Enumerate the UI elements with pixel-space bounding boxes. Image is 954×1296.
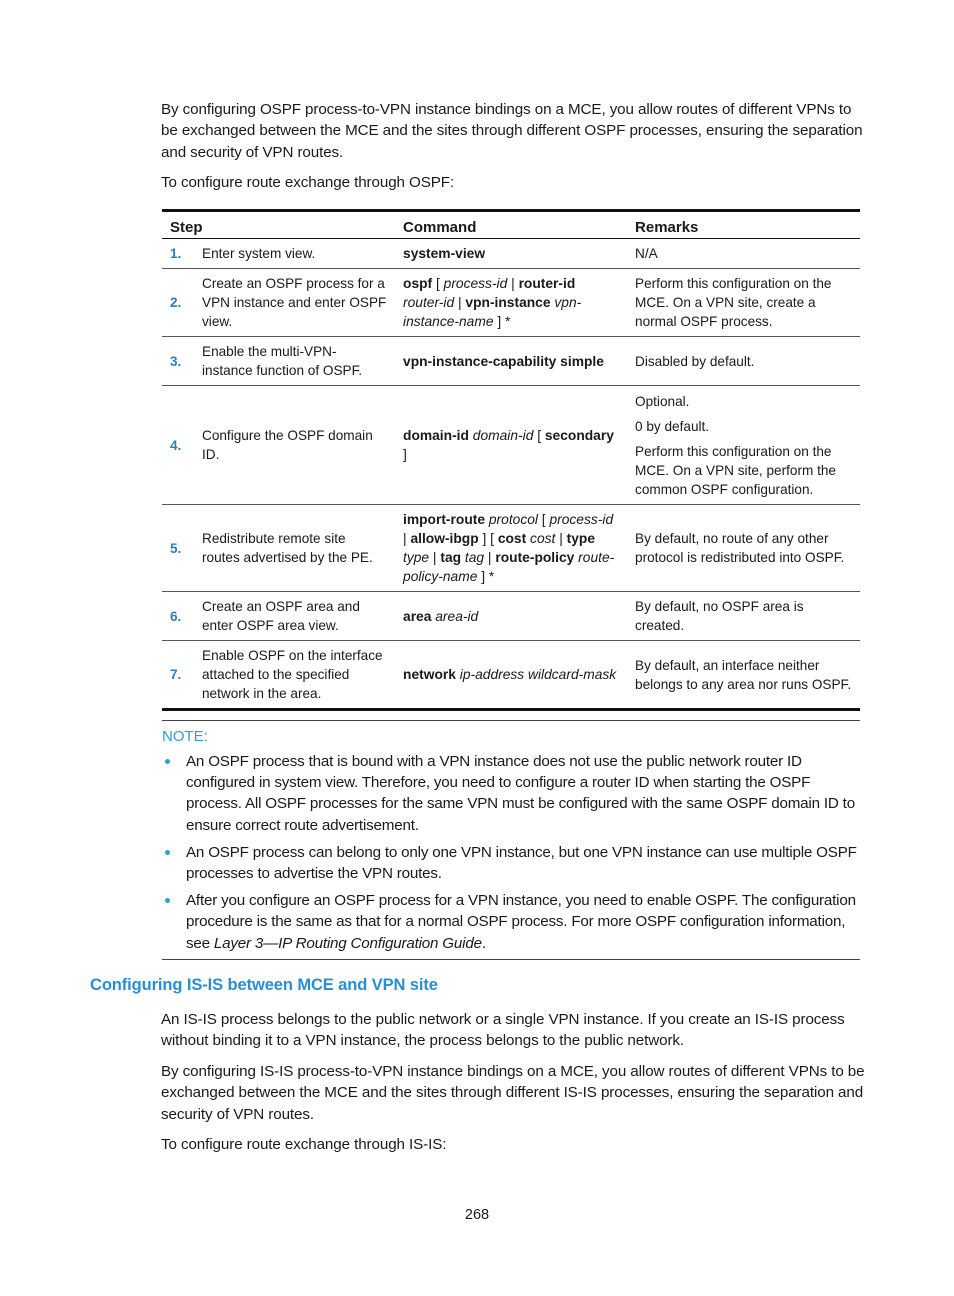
- command-segment: ospf: [403, 276, 433, 291]
- command-segment: network: [403, 667, 456, 682]
- command-segment: cost: [530, 531, 556, 546]
- remark-line: By default, no route of any other protocol is redistributed into OSPF.: [635, 531, 845, 565]
- command-segment: |: [507, 276, 519, 291]
- command-segment: import-route: [403, 512, 486, 527]
- command-segment: |: [555, 531, 567, 546]
- note-label: NOTE:: [162, 728, 208, 745]
- remarks-cell: [627, 386, 860, 505]
- remarks-cell: [627, 269, 860, 337]
- command-segment: domain-id: [472, 428, 534, 443]
- note-segment: After you configure an OSPF process for a VPN instance, you need to enable OSPF. The configuration procedure is the same as that for a normal OSPF process. For more OSPF configuration information, see: [186, 892, 856, 952]
- command-segment: [: [432, 276, 444, 291]
- command-segment: type: [403, 550, 430, 565]
- remark-line: Optional.: [635, 393, 690, 409]
- table-row: [162, 592, 860, 641]
- step-number: 1.: [170, 246, 182, 261]
- ospf-config-table: [162, 209, 860, 711]
- note-box: [162, 720, 860, 960]
- remark-line: By default, an interface neither belongs to any area nor runs OSPF.: [635, 657, 852, 692]
- table-row: [162, 337, 860, 386]
- command-segment: secondary: [544, 428, 614, 443]
- note-segment: An OSPF process can belong to only one VPN instance, but one VPN instance can use multiple OSPF processes to advertise the VPN routes.: [186, 843, 857, 883]
- remarks-cell: [627, 337, 860, 386]
- isis-paragraph-2: By configuring IS-IS process-to-VPN instance bindings on a MCE, you allow routes of different VPNs to be exchanged between the MCE and the sites through different IS-IS processes, ensuring the separation and security of VPN routes.: [161, 1063, 865, 1123]
- command-cell: [395, 592, 627, 641]
- command-segment: area: [403, 608, 432, 624]
- step-number: 7.: [170, 667, 182, 682]
- table-row: [162, 641, 860, 710]
- command-segment: ] *: [493, 314, 511, 329]
- command-segment: router-id: [403, 295, 455, 310]
- command-segment: process-id: [549, 512, 614, 527]
- command-cell: [395, 505, 627, 592]
- table-row: [162, 239, 860, 269]
- remark-line: Disabled by default.: [635, 353, 755, 369]
- command-segment: tag: [440, 550, 462, 565]
- step-number: 3.: [170, 353, 182, 369]
- command-segment: system-view: [403, 246, 486, 261]
- command-segment: tag: [464, 550, 485, 565]
- command-segment: [: [533, 428, 545, 443]
- command-cell: [395, 269, 627, 337]
- command-segment: |: [403, 531, 411, 546]
- remarks-cell: [627, 592, 860, 641]
- note-list: [162, 751, 860, 954]
- table-row: [162, 386, 860, 505]
- step-number: 2.: [170, 295, 182, 310]
- note-item: [162, 842, 860, 884]
- command-cell: [395, 337, 627, 386]
- command-segment: vpn-instance: [465, 295, 551, 310]
- header-command: Command: [403, 219, 477, 236]
- isis-paragraph-1: An IS-IS process belongs to the public network or a single VPN instance. If you create an IS-IS process without binding it to a VPN instance, the process belongs to the public network.: [161, 1011, 845, 1050]
- table-header-row: [162, 211, 860, 239]
- note-segment: An OSPF process that is bound with a VPN instance does not use the public network router ID configured in system view. Therefore, you need to configure a router ID when starting the OSPF process. All OSPF processes for the same VPN must be configured with the same OSPF domain ID to ensure correct route advertisement.: [186, 753, 855, 834]
- remark-line: N/A: [635, 246, 658, 261]
- command-cell: [395, 239, 627, 269]
- step-description: Create an OSPF area and enter OSPF area view.: [202, 599, 360, 633]
- command-segment: route-policy-name: [403, 550, 615, 584]
- intro-paragraph-1: By configuring OSPF process-to-VPN instance bindings on a MCE, you allow routes of different VPNs to be exchanged between the MCE and the sites through different OSPF processes, ensuring the separation and security of VPN routes.: [161, 101, 863, 161]
- command-segment: [: [537, 512, 550, 527]
- step-number: 4.: [170, 437, 182, 453]
- note-item: [162, 890, 860, 954]
- command-cell: [395, 386, 627, 505]
- bullet-icon: [165, 759, 170, 764]
- step-description: Create an OSPF process for a VPN instance and enter OSPF view.: [202, 276, 387, 329]
- step-description: Enable the multi-VPN-instance function of OSPF.: [202, 344, 363, 378]
- command-segment: protocol: [488, 512, 538, 527]
- command-segment: |: [429, 550, 441, 565]
- remarks-cell: [627, 505, 860, 592]
- command-segment: type: [566, 531, 595, 546]
- bullet-icon: [165, 898, 170, 903]
- remarks-cell: [627, 239, 860, 269]
- table-row: [162, 505, 860, 592]
- isis-paragraph-3: To configure route exchange through IS-IS:: [161, 1136, 447, 1153]
- remarks-cell: [627, 641, 860, 710]
- command-segment: router-id: [518, 276, 576, 291]
- remark-line: Perform this configuration on the MCE. On a VPN site, perform the common OSPF configuration.: [635, 443, 836, 497]
- note-segment: .: [481, 934, 486, 952]
- command-segment: ] *: [477, 569, 495, 584]
- step-description: Enable OSPF on the interface attached to the specified network in the area.: [202, 648, 383, 701]
- command-segment: area-id: [435, 608, 479, 624]
- command-segment: allow-ibgp: [410, 531, 479, 546]
- remark-line: Perform this configuration on the MCE. On a VPN site, create a normal OSPF process.: [635, 276, 832, 329]
- header-remarks: Remarks: [635, 219, 699, 236]
- command-segment: ] [: [478, 531, 498, 546]
- page-number: 268: [464, 1207, 490, 1223]
- section-heading: Configuring IS-IS between MCE and VPN site: [90, 976, 438, 994]
- command-segment: process-id: [443, 276, 508, 291]
- step-description: Configure the OSPF domain ID.: [202, 428, 373, 462]
- header-step: Step: [170, 219, 203, 236]
- remark-line: 0 by default.: [635, 418, 710, 434]
- command-segment: |: [484, 550, 496, 565]
- bullet-icon: [165, 850, 170, 855]
- command-segment: route-policy: [495, 550, 575, 565]
- command-cell: [395, 641, 627, 710]
- remark-line: By default, no OSPF area is created.: [635, 599, 804, 633]
- note-segment: Layer 3—IP Routing Configuration Guide: [213, 934, 482, 952]
- step-number: 6.: [170, 608, 182, 624]
- command-segment: domain-id: [403, 428, 469, 443]
- step-number: 5.: [170, 540, 182, 556]
- intro-paragraph-2: To configure route exchange through OSPF:: [161, 174, 455, 191]
- step-description: Redistribute remote site routes advertised by the PE.: [202, 531, 373, 565]
- command-segment: vpn-instance-capability simple: [403, 353, 604, 369]
- command-segment: ip-address wildcard-mask: [459, 667, 617, 682]
- note-item: [162, 751, 860, 836]
- table-row: [162, 269, 860, 337]
- command-segment: |: [454, 295, 466, 310]
- command-segment: vpn-instance-name: [403, 295, 582, 329]
- command-segment: cost: [497, 531, 527, 546]
- step-description: Enter system view.: [202, 246, 316, 261]
- command-segment: ]: [403, 447, 407, 462]
